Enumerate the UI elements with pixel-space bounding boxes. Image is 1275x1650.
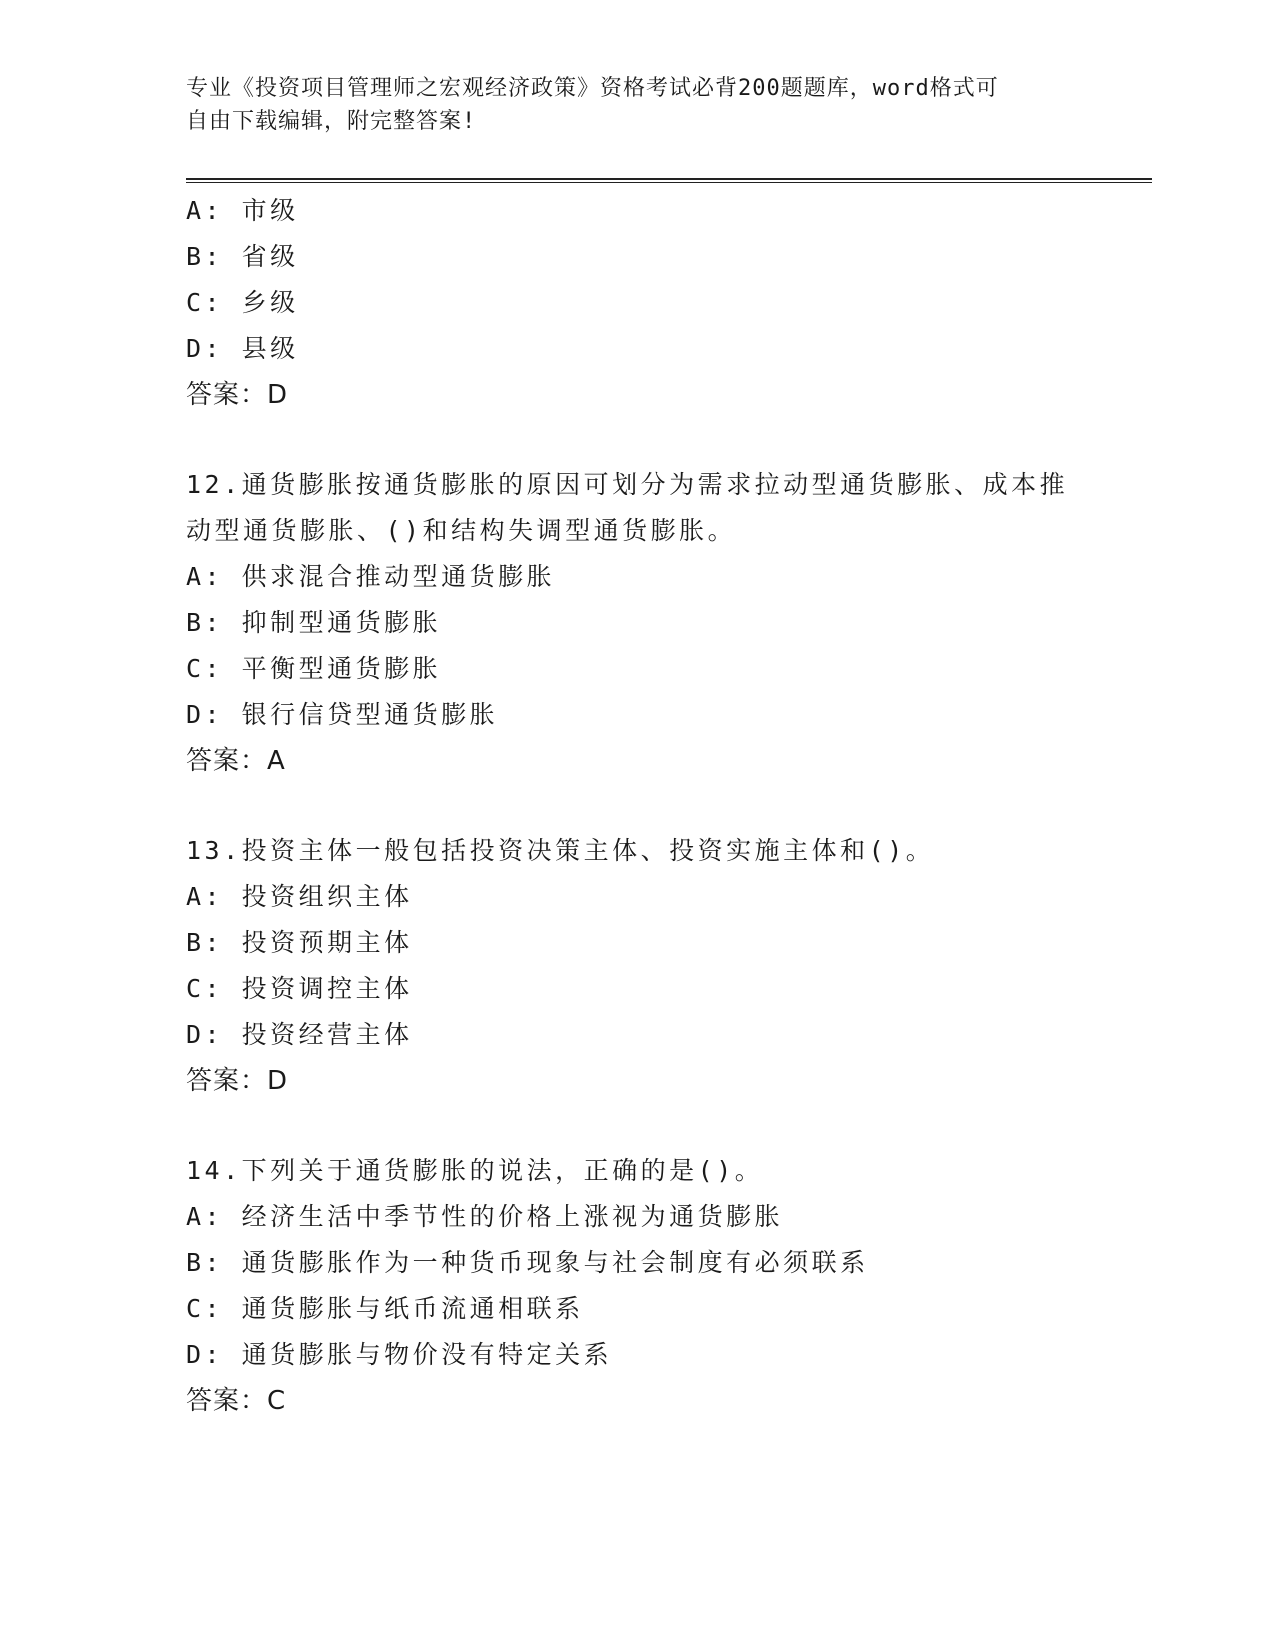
option-text: 县级 [241, 334, 299, 363]
option-letter: B: [186, 242, 224, 271]
option-text: 省级 [241, 242, 299, 271]
answer-line: 答案：A [186, 746, 286, 776]
option-letter: C: [186, 654, 224, 683]
question-text-line-1: 12.通货膨胀按通货膨胀的原因可划分为需求拉动型通货膨胀、成本推 [186, 470, 1069, 499]
option-b [186, 600, 1152, 646]
option-letter: D: [186, 1020, 224, 1049]
option-letter: A: [186, 562, 224, 591]
question-text-line-1: 14.下列关于通货膨胀的说法，正确的是()。 [186, 1156, 764, 1185]
option-letter: D: [186, 334, 224, 363]
option-a [186, 1194, 1152, 1240]
option-letter: B: [186, 1248, 224, 1277]
option-letter: B: [186, 608, 224, 637]
option-letter: D: [186, 1340, 224, 1369]
option-text: 投资预期主体 [241, 928, 413, 957]
option-c [186, 280, 1152, 326]
option-text: 平衡型通货膨胀 [241, 654, 442, 683]
option-letter: A: [186, 1202, 224, 1231]
header-line-2: 自由下载编辑，附完整答案! [186, 109, 477, 134]
option-b [186, 920, 1152, 966]
option-c [186, 646, 1152, 692]
question-list [186, 188, 1152, 1424]
question-block-14 [186, 1148, 1152, 1424]
option-b [186, 1240, 1152, 1286]
option-d [186, 692, 1152, 738]
question-block-13 [186, 828, 1152, 1104]
option-text: 乡级 [241, 288, 299, 317]
option-letter: A: [186, 196, 224, 225]
header-line-1: 专业《投资项目管理师之宏观经济政策》资格考试必背200题题库，word格式可 [186, 76, 999, 101]
option-text: 银行信贷型通货膨胀 [241, 700, 499, 729]
option-text: 供求混合推动型通货膨胀 [241, 562, 556, 591]
option-text: 通货膨胀与纸币流通相联系 [241, 1294, 584, 1323]
option-text: 投资组织主体 [241, 882, 413, 911]
option-a [186, 554, 1152, 600]
option-a [186, 188, 1152, 234]
option-d [186, 326, 1152, 372]
option-letter: C: [186, 288, 224, 317]
option-text: 通货膨胀作为一种货币现象与社会制度有必须联系 [241, 1248, 869, 1277]
option-b [186, 234, 1152, 280]
option-d [186, 1012, 1152, 1058]
option-d [186, 1332, 1152, 1378]
answer-line: 答案：D [186, 1066, 289, 1096]
option-c [186, 1286, 1152, 1332]
option-letter: A: [186, 882, 224, 911]
option-text: 投资经营主体 [241, 1020, 413, 1049]
option-letter: C: [186, 974, 224, 1003]
question-text-line-1: 13.投资主体一般包括投资决策主体、投资实施主体和()。 [186, 836, 935, 865]
spacer [186, 1104, 1152, 1148]
spacer [186, 784, 1152, 828]
option-text: 市级 [241, 196, 299, 225]
header-divider [186, 178, 1152, 183]
document-header [186, 72, 1066, 138]
option-letter: D: [186, 700, 224, 729]
option-text: 抑制型通货膨胀 [241, 608, 442, 637]
option-letter: B: [186, 928, 224, 957]
answer-line: 答案：D [186, 380, 289, 410]
option-letter: C: [186, 1294, 224, 1323]
question-text-line-2: 动型通货膨胀、()和结构失调型通货膨胀。 [186, 516, 737, 545]
question-block-12 [186, 462, 1152, 784]
spacer [186, 418, 1152, 462]
option-text: 通货膨胀与物价没有特定关系 [241, 1340, 613, 1369]
answer-line: 答案：C [186, 1386, 287, 1416]
option-a [186, 874, 1152, 920]
option-text: 投资调控主体 [241, 974, 413, 1003]
question-block-11 [186, 188, 1152, 418]
option-text: 经济生活中季节性的价格上涨视为通货膨胀 [241, 1202, 784, 1231]
option-c [186, 966, 1152, 1012]
